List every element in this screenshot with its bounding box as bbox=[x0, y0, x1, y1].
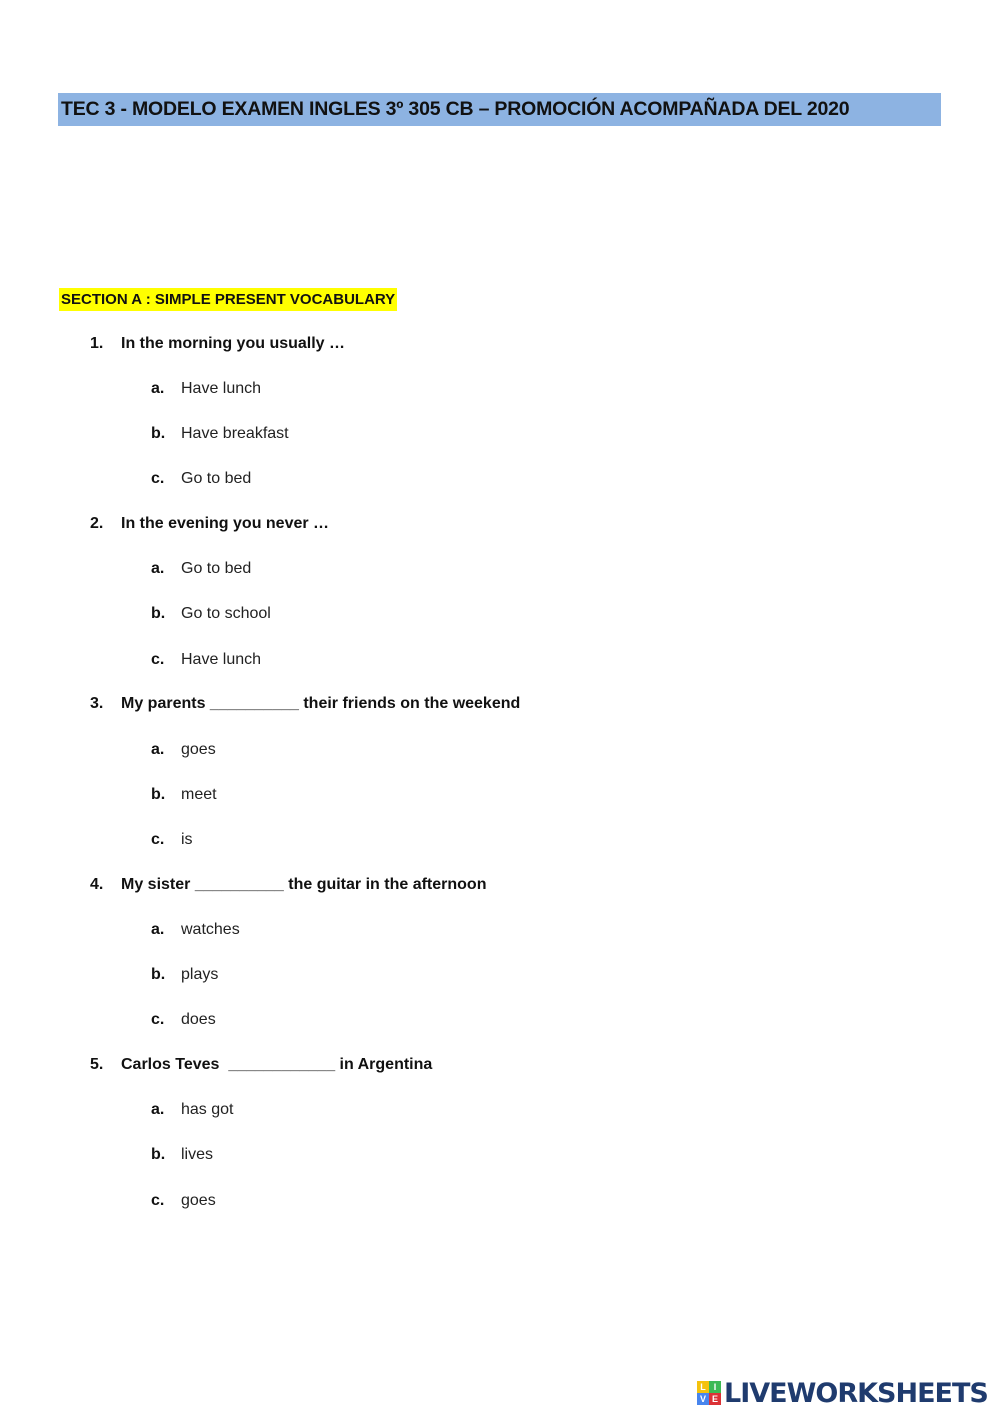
option-letter: a. bbox=[151, 1101, 165, 1118]
option-text: Have breakfast bbox=[181, 425, 289, 442]
option-letter: b. bbox=[151, 425, 166, 442]
page-title: TEC 3 - MODELO EXAMEN INGLES 3º 305 CB – PROMOCIÓN ACOMPAÑADA DEL 2020 bbox=[61, 98, 850, 120]
option-letter: a. bbox=[151, 921, 165, 938]
option-text: meet bbox=[181, 786, 217, 803]
option-5a[interactable] bbox=[151, 1100, 233, 1120]
option-text: Go to school bbox=[181, 605, 271, 622]
option-3b[interactable] bbox=[151, 785, 217, 805]
option-text: Go to bed bbox=[181, 470, 252, 487]
question-text: In the evening you never … bbox=[121, 515, 330, 532]
option-text: lives bbox=[181, 1146, 214, 1163]
option-5b[interactable] bbox=[151, 1145, 213, 1165]
liveworksheets-icon bbox=[697, 1381, 721, 1405]
logo-letter-l: L bbox=[697, 1381, 709, 1393]
question-4 bbox=[90, 875, 486, 895]
question-5 bbox=[90, 1055, 432, 1075]
option-text: is bbox=[181, 831, 193, 848]
option-4c[interactable] bbox=[151, 1010, 216, 1030]
option-letter: a. bbox=[151, 560, 165, 577]
question-number: 4. bbox=[90, 876, 104, 893]
question-number: 1. bbox=[90, 335, 104, 352]
option-letter: b. bbox=[151, 786, 166, 803]
option-text: Go to bed bbox=[181, 560, 252, 577]
option-letter: b. bbox=[151, 966, 166, 983]
option-letter: c. bbox=[151, 831, 165, 848]
option-3c[interactable] bbox=[151, 830, 193, 850]
option-2c[interactable] bbox=[151, 650, 261, 670]
option-text: plays bbox=[181, 966, 219, 983]
option-text: watches bbox=[181, 921, 240, 938]
question-text: My parents __________ their friends on the weekend bbox=[121, 695, 521, 712]
option-2b[interactable] bbox=[151, 604, 271, 624]
option-text: has got bbox=[181, 1101, 234, 1118]
option-text: does bbox=[181, 1011, 216, 1028]
question-text: In the morning you usually … bbox=[121, 335, 346, 352]
liveworksheets-logo bbox=[697, 1378, 988, 1408]
option-letter: c. bbox=[151, 1011, 165, 1028]
option-letter: b. bbox=[151, 605, 166, 622]
option-text: goes bbox=[181, 741, 216, 758]
section-heading: SECTION A : SIMPLE PRESENT VOCABULARY bbox=[59, 288, 397, 311]
option-letter: c. bbox=[151, 651, 165, 668]
option-1b[interactable] bbox=[151, 424, 289, 444]
question-number: 2. bbox=[90, 515, 104, 532]
option-1a[interactable] bbox=[151, 379, 261, 399]
option-letter: b. bbox=[151, 1146, 166, 1163]
option-letter: a. bbox=[151, 741, 165, 758]
option-letter: c. bbox=[151, 470, 165, 487]
option-letter: a. bbox=[151, 380, 165, 397]
question-number: 5. bbox=[90, 1056, 104, 1073]
option-4a[interactable] bbox=[151, 920, 240, 940]
option-text: goes bbox=[181, 1192, 216, 1209]
option-1c[interactable] bbox=[151, 469, 251, 489]
logo-letter-v: V bbox=[697, 1393, 709, 1405]
option-2a[interactable] bbox=[151, 559, 251, 579]
question-number: 3. bbox=[90, 695, 104, 712]
option-5c[interactable] bbox=[151, 1191, 216, 1211]
question-3 bbox=[90, 694, 520, 714]
option-text: Have lunch bbox=[181, 651, 262, 668]
option-4b[interactable] bbox=[151, 965, 218, 985]
question-text: Carlos Teves ____________ in Argentina bbox=[121, 1056, 433, 1073]
question-1 bbox=[90, 334, 345, 354]
option-text: Have lunch bbox=[181, 380, 262, 397]
question-text: My sister __________ the guitar in the afternoon bbox=[121, 876, 487, 893]
title-bar bbox=[58, 93, 941, 126]
logo-letter-e: E bbox=[709, 1393, 721, 1405]
liveworksheets-wordmark: LIVEWORKSHEETS bbox=[724, 1377, 988, 1409]
option-3a[interactable] bbox=[151, 740, 216, 760]
logo-letter-i: I bbox=[709, 1381, 721, 1393]
option-letter: c. bbox=[151, 1192, 165, 1209]
question-2 bbox=[90, 514, 329, 534]
